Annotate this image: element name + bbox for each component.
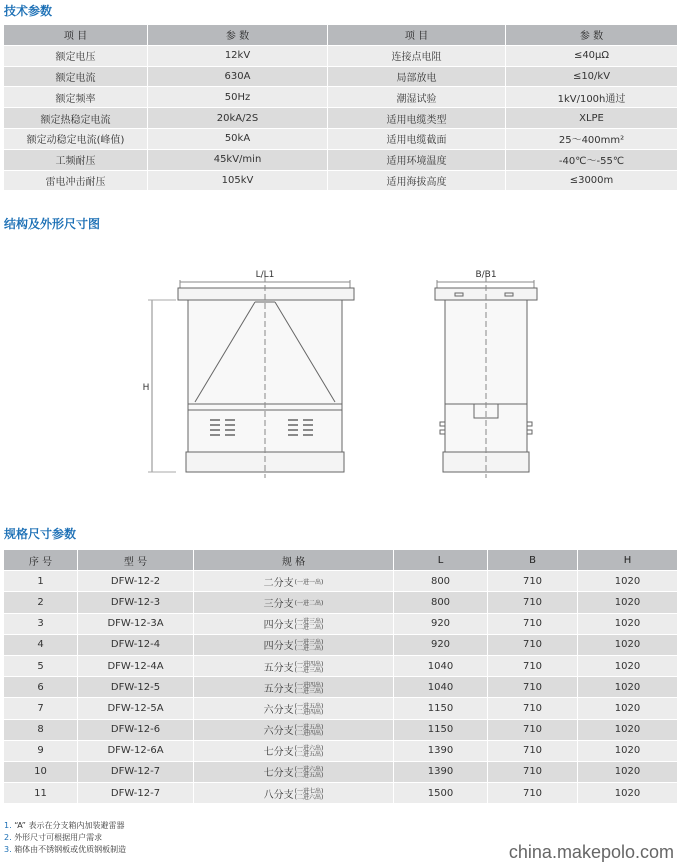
spec-inout-line: (一进六出) bbox=[294, 745, 324, 753]
tech-row bbox=[4, 149, 678, 170]
note-number: 3. bbox=[4, 845, 12, 854]
tech-item-cell: 额定热稳定电流 bbox=[4, 108, 148, 129]
tech-item-cell: 工频耐压 bbox=[4, 149, 148, 170]
note-text: 箱体由不锈钢板或优质钢板制造 bbox=[14, 845, 127, 854]
size-b-cell: 710 bbox=[488, 783, 578, 804]
size-row bbox=[4, 655, 678, 676]
tech-value-cell: 630A bbox=[148, 66, 328, 87]
spec-branch-label: 四分支 bbox=[263, 620, 294, 632]
tech-item-cell: 额定电压 bbox=[4, 45, 148, 66]
spec-inout-label bbox=[295, 640, 324, 652]
size-l-cell: 800 bbox=[394, 592, 488, 613]
size-l-cell: 1390 bbox=[394, 761, 488, 782]
tech-section-title: 技术参数 bbox=[4, 4, 53, 18]
tech-item-cell: 适用海拔高度 bbox=[328, 170, 506, 191]
size-spec-cell bbox=[194, 592, 394, 613]
spec-inout-label bbox=[295, 704, 324, 716]
size-spec-cell bbox=[194, 571, 394, 592]
size-h-cell: 1020 bbox=[578, 677, 678, 698]
size-h-cell: 1020 bbox=[578, 761, 678, 782]
size-l-cell: 1040 bbox=[394, 677, 488, 698]
size-no-cell: 6 bbox=[4, 677, 78, 698]
tech-spec-table bbox=[3, 24, 678, 191]
spec-branch-label: 七分支 bbox=[263, 768, 294, 780]
size-model-cell: DFW-12-5A bbox=[78, 698, 194, 719]
spec-inout-line: (一进五出) bbox=[294, 702, 324, 710]
size-header-l: L bbox=[394, 550, 488, 571]
size-l-cell: 800 bbox=[394, 571, 488, 592]
size-l-cell: 1150 bbox=[394, 698, 488, 719]
size-no-cell: 11 bbox=[4, 783, 78, 804]
size-row bbox=[4, 783, 678, 804]
tech-header-item: 项 目 bbox=[4, 25, 148, 46]
size-h-cell: 1020 bbox=[578, 783, 678, 804]
size-model-cell: DFW-12-6A bbox=[78, 740, 194, 761]
tech-value-cell: ≤40μΩ bbox=[506, 45, 678, 66]
size-spec-cell bbox=[194, 677, 394, 698]
spec-inout-label bbox=[295, 580, 324, 586]
note-text: “A” 表示在分支箱内加装避雷器 bbox=[14, 821, 125, 830]
size-model-cell: DFW-12-4A bbox=[78, 655, 194, 676]
size-spec-cell bbox=[194, 719, 394, 740]
size-no-cell: 2 bbox=[4, 592, 78, 613]
size-model-cell: DFW-12-5 bbox=[78, 677, 194, 698]
tech-row bbox=[4, 45, 678, 66]
spec-inout-label bbox=[295, 746, 324, 758]
tech-row bbox=[4, 87, 678, 108]
tech-item-cell: 适用电缆类型 bbox=[328, 108, 506, 129]
height-label: H bbox=[142, 383, 150, 393]
size-b-cell: 710 bbox=[488, 655, 578, 676]
tech-item-cell: 适用电缆截面 bbox=[328, 128, 506, 149]
spec-inout-line: (二进二出) bbox=[294, 645, 324, 653]
size-spec-cell bbox=[194, 655, 394, 676]
spec-inout-line: (二进四出) bbox=[294, 730, 324, 738]
size-row bbox=[4, 592, 678, 613]
size-header-h: H bbox=[578, 550, 678, 571]
tech-item-cell: 适用环境温度 bbox=[328, 149, 506, 170]
spec-inout-line: (一进三出) bbox=[294, 639, 324, 647]
spec-inout-line: (一进四出) bbox=[294, 660, 324, 668]
size-h-cell: 1020 bbox=[578, 719, 678, 740]
size-h-cell: 1020 bbox=[578, 571, 678, 592]
tech-value-cell: 1kV/100h通过 bbox=[506, 87, 678, 108]
spec-inout-line: (二进六出) bbox=[294, 793, 324, 801]
size-l-cell: 1040 bbox=[394, 655, 488, 676]
size-b-cell: 710 bbox=[488, 698, 578, 719]
tech-value-cell: 12kV bbox=[148, 45, 328, 66]
note-number: 1. bbox=[4, 821, 12, 830]
side-view-drawing bbox=[435, 276, 537, 478]
size-h-cell: 1020 bbox=[578, 655, 678, 676]
size-b-cell: 710 bbox=[488, 592, 578, 613]
spec-branch-label: 六分支 bbox=[263, 726, 294, 738]
notes bbox=[4, 820, 126, 856]
spec-inout-label bbox=[295, 601, 324, 607]
size-row bbox=[4, 677, 678, 698]
tech-header-param: 参 数 bbox=[506, 25, 678, 46]
tech-header-param: 参 数 bbox=[148, 25, 328, 46]
size-row bbox=[4, 740, 678, 761]
spec-branch-label: 三分支 bbox=[263, 598, 294, 610]
spec-inout-line: (一进六出) bbox=[294, 766, 324, 774]
spec-inout-line: (一进五出) bbox=[294, 724, 324, 732]
size-l-cell: 920 bbox=[394, 634, 488, 655]
size-row bbox=[4, 571, 678, 592]
size-row bbox=[4, 613, 678, 634]
size-model-cell: DFW-12-7 bbox=[78, 783, 194, 804]
size-l-cell: 920 bbox=[394, 613, 488, 634]
size-h-cell: 1020 bbox=[578, 698, 678, 719]
size-spec-cell bbox=[194, 783, 394, 804]
structure-drawing bbox=[0, 250, 680, 530]
size-h-cell: 1020 bbox=[578, 613, 678, 634]
size-row bbox=[4, 634, 678, 655]
size-header-no: 序 号 bbox=[4, 550, 78, 571]
size-h-cell: 1020 bbox=[578, 740, 678, 761]
spec-inout-label bbox=[295, 619, 324, 631]
size-l-cell: 1390 bbox=[394, 740, 488, 761]
spec-inout-line: (二进四出) bbox=[294, 708, 324, 716]
size-no-cell: 8 bbox=[4, 719, 78, 740]
size-spec-table bbox=[3, 549, 678, 804]
spec-inout-line: (二进三出) bbox=[294, 687, 324, 695]
size-spec-cell bbox=[194, 613, 394, 634]
tech-item-cell: 连接点电阻 bbox=[328, 45, 506, 66]
size-no-cell: 10 bbox=[4, 761, 78, 782]
note-line bbox=[4, 832, 126, 844]
tech-value-cell: 50kA bbox=[148, 128, 328, 149]
tech-value-cell: ≤10/kV bbox=[506, 66, 678, 87]
size-b-cell: 710 bbox=[488, 613, 578, 634]
size-header-model: 型 号 bbox=[78, 550, 194, 571]
spec-inout-label bbox=[295, 683, 324, 695]
tech-value-cell: 105kV bbox=[148, 170, 328, 191]
structure-section-title: 结构及外形尺寸图 bbox=[4, 217, 101, 231]
size-no-cell: 7 bbox=[4, 698, 78, 719]
size-h-cell: 1020 bbox=[578, 634, 678, 655]
size-header-spec: 规 格 bbox=[194, 550, 394, 571]
note-line bbox=[4, 844, 126, 856]
tech-value-cell: 25～400mm² bbox=[506, 128, 678, 149]
size-b-cell: 710 bbox=[488, 571, 578, 592]
watermark: china.makepolo.com bbox=[508, 842, 674, 862]
tech-row bbox=[4, 66, 678, 87]
size-h-cell: 1020 bbox=[578, 592, 678, 613]
size-spec-cell bbox=[194, 698, 394, 719]
spec-inout-line: (二进三出) bbox=[294, 666, 324, 674]
tech-item-cell: 潮湿试验 bbox=[328, 87, 506, 108]
tech-header-item: 项 目 bbox=[328, 25, 506, 46]
tech-value-cell: 20kA/2S bbox=[148, 108, 328, 129]
note-text: 外形尺寸可根据用户需求 bbox=[14, 833, 103, 842]
size-b-cell: 710 bbox=[488, 634, 578, 655]
spec-inout-line: (一进四出) bbox=[294, 681, 324, 689]
tech-row bbox=[4, 170, 678, 191]
size-spec-cell bbox=[194, 634, 394, 655]
spec-inout-label bbox=[295, 662, 324, 674]
size-no-cell: 5 bbox=[4, 655, 78, 676]
tech-value-cell: ≤3000m bbox=[506, 170, 678, 191]
tech-value-cell: 45kV/min bbox=[148, 149, 328, 170]
size-row bbox=[4, 719, 678, 740]
tech-row bbox=[4, 108, 678, 129]
size-spec-cell bbox=[194, 740, 394, 761]
spec-branch-label: 六分支 bbox=[263, 704, 294, 716]
spec-inout-line: (一进七出) bbox=[294, 787, 324, 795]
size-b-cell: 710 bbox=[488, 761, 578, 782]
tech-item-cell: 雷电冲击耐压 bbox=[4, 170, 148, 191]
spec-inout-line: (二进五出) bbox=[294, 772, 324, 780]
size-l-cell: 1150 bbox=[394, 719, 488, 740]
size-b-cell: 710 bbox=[488, 719, 578, 740]
front-width-label: L/L1 bbox=[255, 270, 275, 280]
size-no-cell: 1 bbox=[4, 571, 78, 592]
spec-branch-label: 四分支 bbox=[263, 641, 294, 653]
spec-branch-label: 八分支 bbox=[263, 789, 294, 801]
spec-inout-line: (一进三出) bbox=[294, 618, 324, 626]
size-row bbox=[4, 698, 678, 719]
size-model-cell: DFW-12-6 bbox=[78, 719, 194, 740]
size-no-cell: 9 bbox=[4, 740, 78, 761]
size-model-cell: DFW-12-3A bbox=[78, 613, 194, 634]
note-line bbox=[4, 820, 126, 832]
size-model-cell: DFW-12-7 bbox=[78, 761, 194, 782]
spec-inout-line: (二进二出) bbox=[294, 624, 324, 632]
size-l-cell: 1500 bbox=[394, 783, 488, 804]
spec-inout-label bbox=[295, 789, 324, 801]
note-number: 2. bbox=[4, 833, 12, 842]
front-view-drawing bbox=[148, 276, 354, 478]
tech-value-cell: -40℃～-55℃ bbox=[506, 149, 678, 170]
size-row bbox=[4, 761, 678, 782]
size-no-cell: 4 bbox=[4, 634, 78, 655]
spec-inout-label bbox=[295, 725, 324, 737]
tech-value-cell: XLPE bbox=[506, 108, 678, 129]
tech-item-cell: 局部放电 bbox=[328, 66, 506, 87]
tech-item-cell: 额定动稳定电流(峰值) bbox=[4, 128, 148, 149]
size-header-b: B bbox=[488, 550, 578, 571]
spec-inout-line: (一进二出) bbox=[294, 599, 324, 607]
spec-branch-label: 七分支 bbox=[263, 747, 294, 759]
tech-value-cell: 50Hz bbox=[148, 87, 328, 108]
spec-inout-line: (二进五出) bbox=[294, 751, 324, 759]
sizes-section-title: 规格尺寸参数 bbox=[4, 527, 77, 541]
tech-item-cell: 额定频率 bbox=[4, 87, 148, 108]
side-depth-label: B/B1 bbox=[475, 270, 497, 280]
size-b-cell: 710 bbox=[488, 740, 578, 761]
size-model-cell: DFW-12-2 bbox=[78, 571, 194, 592]
size-b-cell: 710 bbox=[488, 677, 578, 698]
tech-item-cell: 额定电流 bbox=[4, 66, 148, 87]
tech-row bbox=[4, 128, 678, 149]
spec-inout-line: (一进一出) bbox=[294, 578, 324, 586]
size-model-cell: DFW-12-4 bbox=[78, 634, 194, 655]
size-model-cell: DFW-12-3 bbox=[78, 592, 194, 613]
spec-branch-label: 五分支 bbox=[263, 662, 294, 674]
size-no-cell: 3 bbox=[4, 613, 78, 634]
spec-inout-label bbox=[295, 767, 324, 779]
size-spec-cell bbox=[194, 761, 394, 782]
spec-branch-label: 五分支 bbox=[263, 683, 294, 695]
spec-branch-label: 二分支 bbox=[263, 577, 294, 589]
